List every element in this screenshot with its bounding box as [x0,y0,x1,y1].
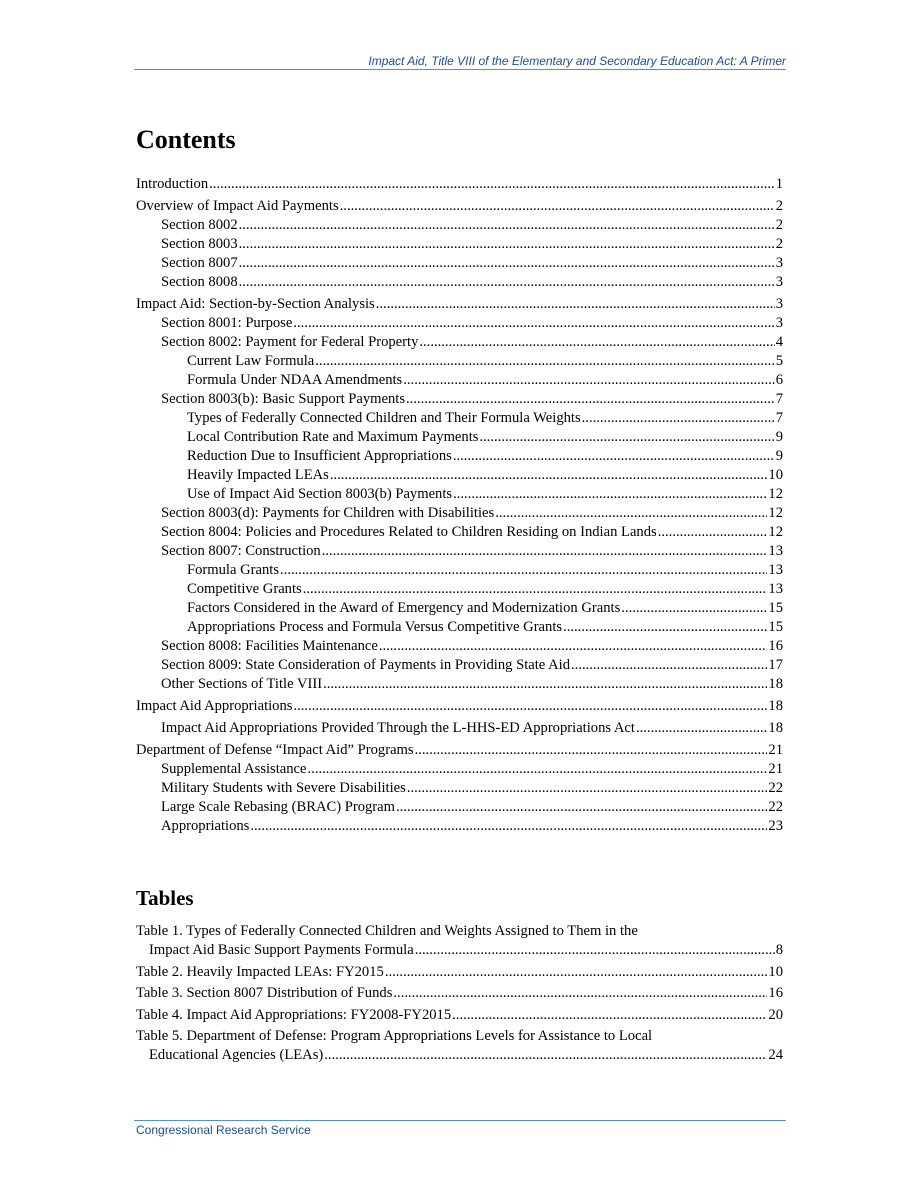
entry-title: Department of Defense “Impact Aid” Programs [136,742,414,758]
entry-page-number: 10 [768,963,783,980]
entry-page-number: 13 [768,562,783,578]
entry-title: Section 8003(b): Basic Support Payments [161,391,406,407]
dot-leader [658,523,768,542]
toc-entry[interactable] [136,254,783,273]
entry-page-number: 15 [768,600,783,616]
toc-entry[interactable] [136,741,783,760]
dot-leader [419,333,774,352]
entry-page-number: 2 [775,217,783,233]
toc-entry[interactable] [136,175,783,194]
entry-title: Current Law Formula [187,353,315,369]
toc-entry[interactable] [136,779,783,798]
toc-entry[interactable] [136,760,783,779]
entry-title: Military Students with Severe Disabilities [161,780,406,796]
table-list-entry[interactable] [136,984,783,1003]
dot-leader [495,504,767,523]
toc-entry[interactable] [136,561,783,580]
dot-leader [636,719,767,738]
dot-leader [415,741,768,760]
entry-title: Use of Impact Aid Section 8003(b) Payments [187,486,453,502]
entry-title: Impact Aid: Section-by-Section Analysis [136,296,375,312]
toc-entry[interactable] [136,485,783,504]
entry-title: Section 8002: Payment for Federal Property [161,334,419,350]
toc-entry[interactable] [136,542,783,561]
dot-leader [322,542,768,561]
toc-entry[interactable] [136,273,783,292]
dot-leader [452,1006,767,1025]
entry-title: Formula Grants [187,562,280,578]
dot-leader [209,175,775,194]
entry-title: Appropriations Process and Formula Versus Competitive Grants [187,619,563,635]
entry-page-number: 22 [768,799,783,815]
entry-title: Section 8001: Purpose [161,315,293,331]
toc-entry[interactable] [136,719,783,738]
dot-leader [330,466,768,485]
entry-title: Heavily Impacted LEAs [187,467,329,483]
dot-leader [396,798,767,817]
entry-title-first-line: Table 5. Department of Defense: Program Appropriations Levels for Assistance to Local [136,1028,653,1044]
toc-entry[interactable] [136,523,783,542]
dot-leader [563,618,767,637]
dot-leader [385,963,768,982]
dot-leader [239,254,775,273]
toc-entry[interactable] [136,599,783,618]
entry-title: Factors Considered in the Award of Emergency and Modernization Grants [187,600,621,616]
entry-page-number: 18 [768,698,783,714]
entry-title: Impact Aid Appropriations Provided Through the L-HHS-ED Appropriations Act [161,720,635,736]
entry-title: Table 3. Section 8007 Distribution of Funds [136,985,393,1001]
dot-leader [239,235,775,254]
entry-page-number: 16 [768,638,783,654]
dot-leader [340,197,775,216]
entry-page-number: 17 [768,657,783,673]
entry-page-number: 7 [775,391,783,407]
entry-title: Table 2. Heavily Impacted LEAs: FY2015 [136,963,384,980]
running-header-title: Impact Aid, Title VIII of the Elementary and Secondary Education Act: A Primer [368,54,786,68]
entry-title: Section 8002 [161,217,238,233]
entry-title: Supplemental Assistance [161,761,307,777]
entry-title: Section 8003(d): Payments for Children with Disabilities [161,505,495,521]
dot-leader [582,409,775,428]
entry-page-number: 3 [775,296,783,312]
tables-list [136,922,783,1068]
toc-entry[interactable] [136,675,783,694]
contents-heading: Contents [136,125,236,154]
entry-page-number: 5 [775,353,783,369]
header-rule [134,69,786,70]
entry-page-number: 18 [768,676,783,692]
dot-leader [303,580,768,599]
toc-entry[interactable] [136,390,783,409]
toc-entry[interactable] [136,618,783,637]
dot-leader [239,273,775,292]
entry-page-number: 3 [775,274,783,290]
table-list-entry[interactable] [136,963,783,982]
entry-page-number: 9 [775,429,783,445]
toc-entry[interactable] [136,295,783,314]
toc-entry[interactable] [136,216,783,235]
toc-entry[interactable] [136,371,783,390]
toc-entry[interactable] [136,197,783,216]
entry-page-number: 18 [768,720,783,736]
entry-page-number: 22 [768,780,783,796]
entry-title: Section 8004: Policies and Procedures Related to Children Residing on Indian Lands [161,524,657,540]
entry-page-number: 20 [768,1006,783,1023]
toc-entry[interactable] [136,352,783,371]
dot-leader [280,561,767,580]
entry-title: Appropriations [161,818,250,834]
entry-page-number: 2 [775,236,783,252]
dot-leader [308,760,768,779]
toc-entry[interactable] [136,798,783,817]
entry-title: Section 8008: Facilities Maintenance [161,638,378,654]
table-list-entry[interactable] [136,1006,783,1025]
entry-title: Educational Agencies (LEAs) [149,1047,324,1063]
dot-leader [239,216,775,235]
entry-title: Section 8009: State Consideration of Payments in Providing State Aid [161,657,571,673]
entry-title-first-line: Table 1. Types of Federally Connected Children and Weights Assigned to Them in the [136,923,638,939]
toc-entry[interactable] [136,314,783,333]
entry-title: Competitive Grants [187,581,302,597]
entry-title: Local Contribution Rate and Maximum Payments [187,429,479,445]
dot-leader [323,675,767,694]
entry-page-number: 12 [768,524,783,540]
entry-page-number: 16 [768,985,783,1001]
entry-page-number: 8 [775,942,783,958]
entry-page-number: 21 [768,742,783,758]
toc-entry[interactable] [136,504,783,523]
entry-title: Other Sections of Title VIII [161,676,323,692]
dot-leader [293,697,767,716]
dot-leader [406,390,775,409]
toc-entry[interactable] [136,409,783,428]
toc-entry[interactable] [136,333,783,352]
dot-leader [479,428,774,447]
entry-page-number: 13 [768,581,783,597]
dot-leader [324,1046,767,1065]
entry-title: Overview of Impact Aid Payments [136,198,339,214]
table-list-entry[interactable] [136,1027,783,1065]
toc-entry[interactable] [136,447,783,466]
contents-list [136,175,783,836]
dot-leader [407,779,768,798]
dot-leader [621,599,767,618]
dot-leader [453,447,775,466]
entry-page-number: 2 [775,198,783,214]
entry-title: Section 8007: Construction [161,543,321,559]
entry-page-number: 6 [775,372,783,388]
table-list-entry[interactable] [136,922,783,960]
dot-leader [571,656,767,675]
dot-leader [393,984,767,1003]
entry-page-number: 13 [768,543,783,559]
entry-page-number: 21 [768,761,783,777]
toc-entry[interactable] [136,580,783,599]
entry-title: Section 8003 [161,236,238,252]
toc-entry[interactable] [136,697,783,716]
entry-title: Introduction [136,176,209,192]
entry-title: Large Scale Rebasing (BRAC) Program [161,799,395,815]
entry-page-number: 7 [775,410,783,426]
toc-entry[interactable] [136,656,783,675]
dot-leader [415,941,775,960]
entry-page-number: 10 [768,467,783,483]
entry-page-number: 15 [768,619,783,635]
dot-leader [453,485,767,504]
entry-page-number: 3 [775,255,783,271]
entry-title: Section 8007 [161,255,238,271]
dot-leader [403,371,774,390]
dot-leader [376,295,775,314]
entry-page-number: 1 [775,176,783,192]
tables-heading: Tables [136,886,194,910]
toc-entry[interactable] [136,428,783,447]
entry-title: Table 4. Impact Aid Appropriations: FY2008-FY2015 [136,1006,452,1023]
entry-page-number: 12 [768,486,783,502]
entry-title: Reduction Due to Insufficient Appropriations [187,448,452,464]
entry-page-number: 24 [768,1047,783,1063]
footer-rule [134,1120,786,1121]
footer-label: Congressional Research Service [136,1123,311,1137]
dot-leader [379,637,768,656]
entry-title: Types of Federally Connected Children and Their Formula Weights [187,410,581,426]
entry-page-number: 12 [768,505,783,521]
entry-page-number: 9 [775,448,783,464]
dot-leader [315,352,774,371]
toc-entry[interactable] [136,817,783,836]
entry-page-number: 4 [775,334,783,350]
entry-title: Section 8008 [161,274,238,290]
dot-leader [293,314,774,333]
toc-entry[interactable] [136,637,783,656]
entry-title: Impact Aid Appropriations [136,698,293,714]
toc-entry[interactable] [136,466,783,485]
dot-leader [250,817,767,836]
entry-page-number: 23 [768,818,783,834]
toc-entry[interactable] [136,235,783,254]
entry-title: Formula Under NDAA Amendments [187,372,403,388]
entry-page-number: 3 [775,315,783,331]
entry-title: Impact Aid Basic Support Payments Formula [149,942,414,958]
